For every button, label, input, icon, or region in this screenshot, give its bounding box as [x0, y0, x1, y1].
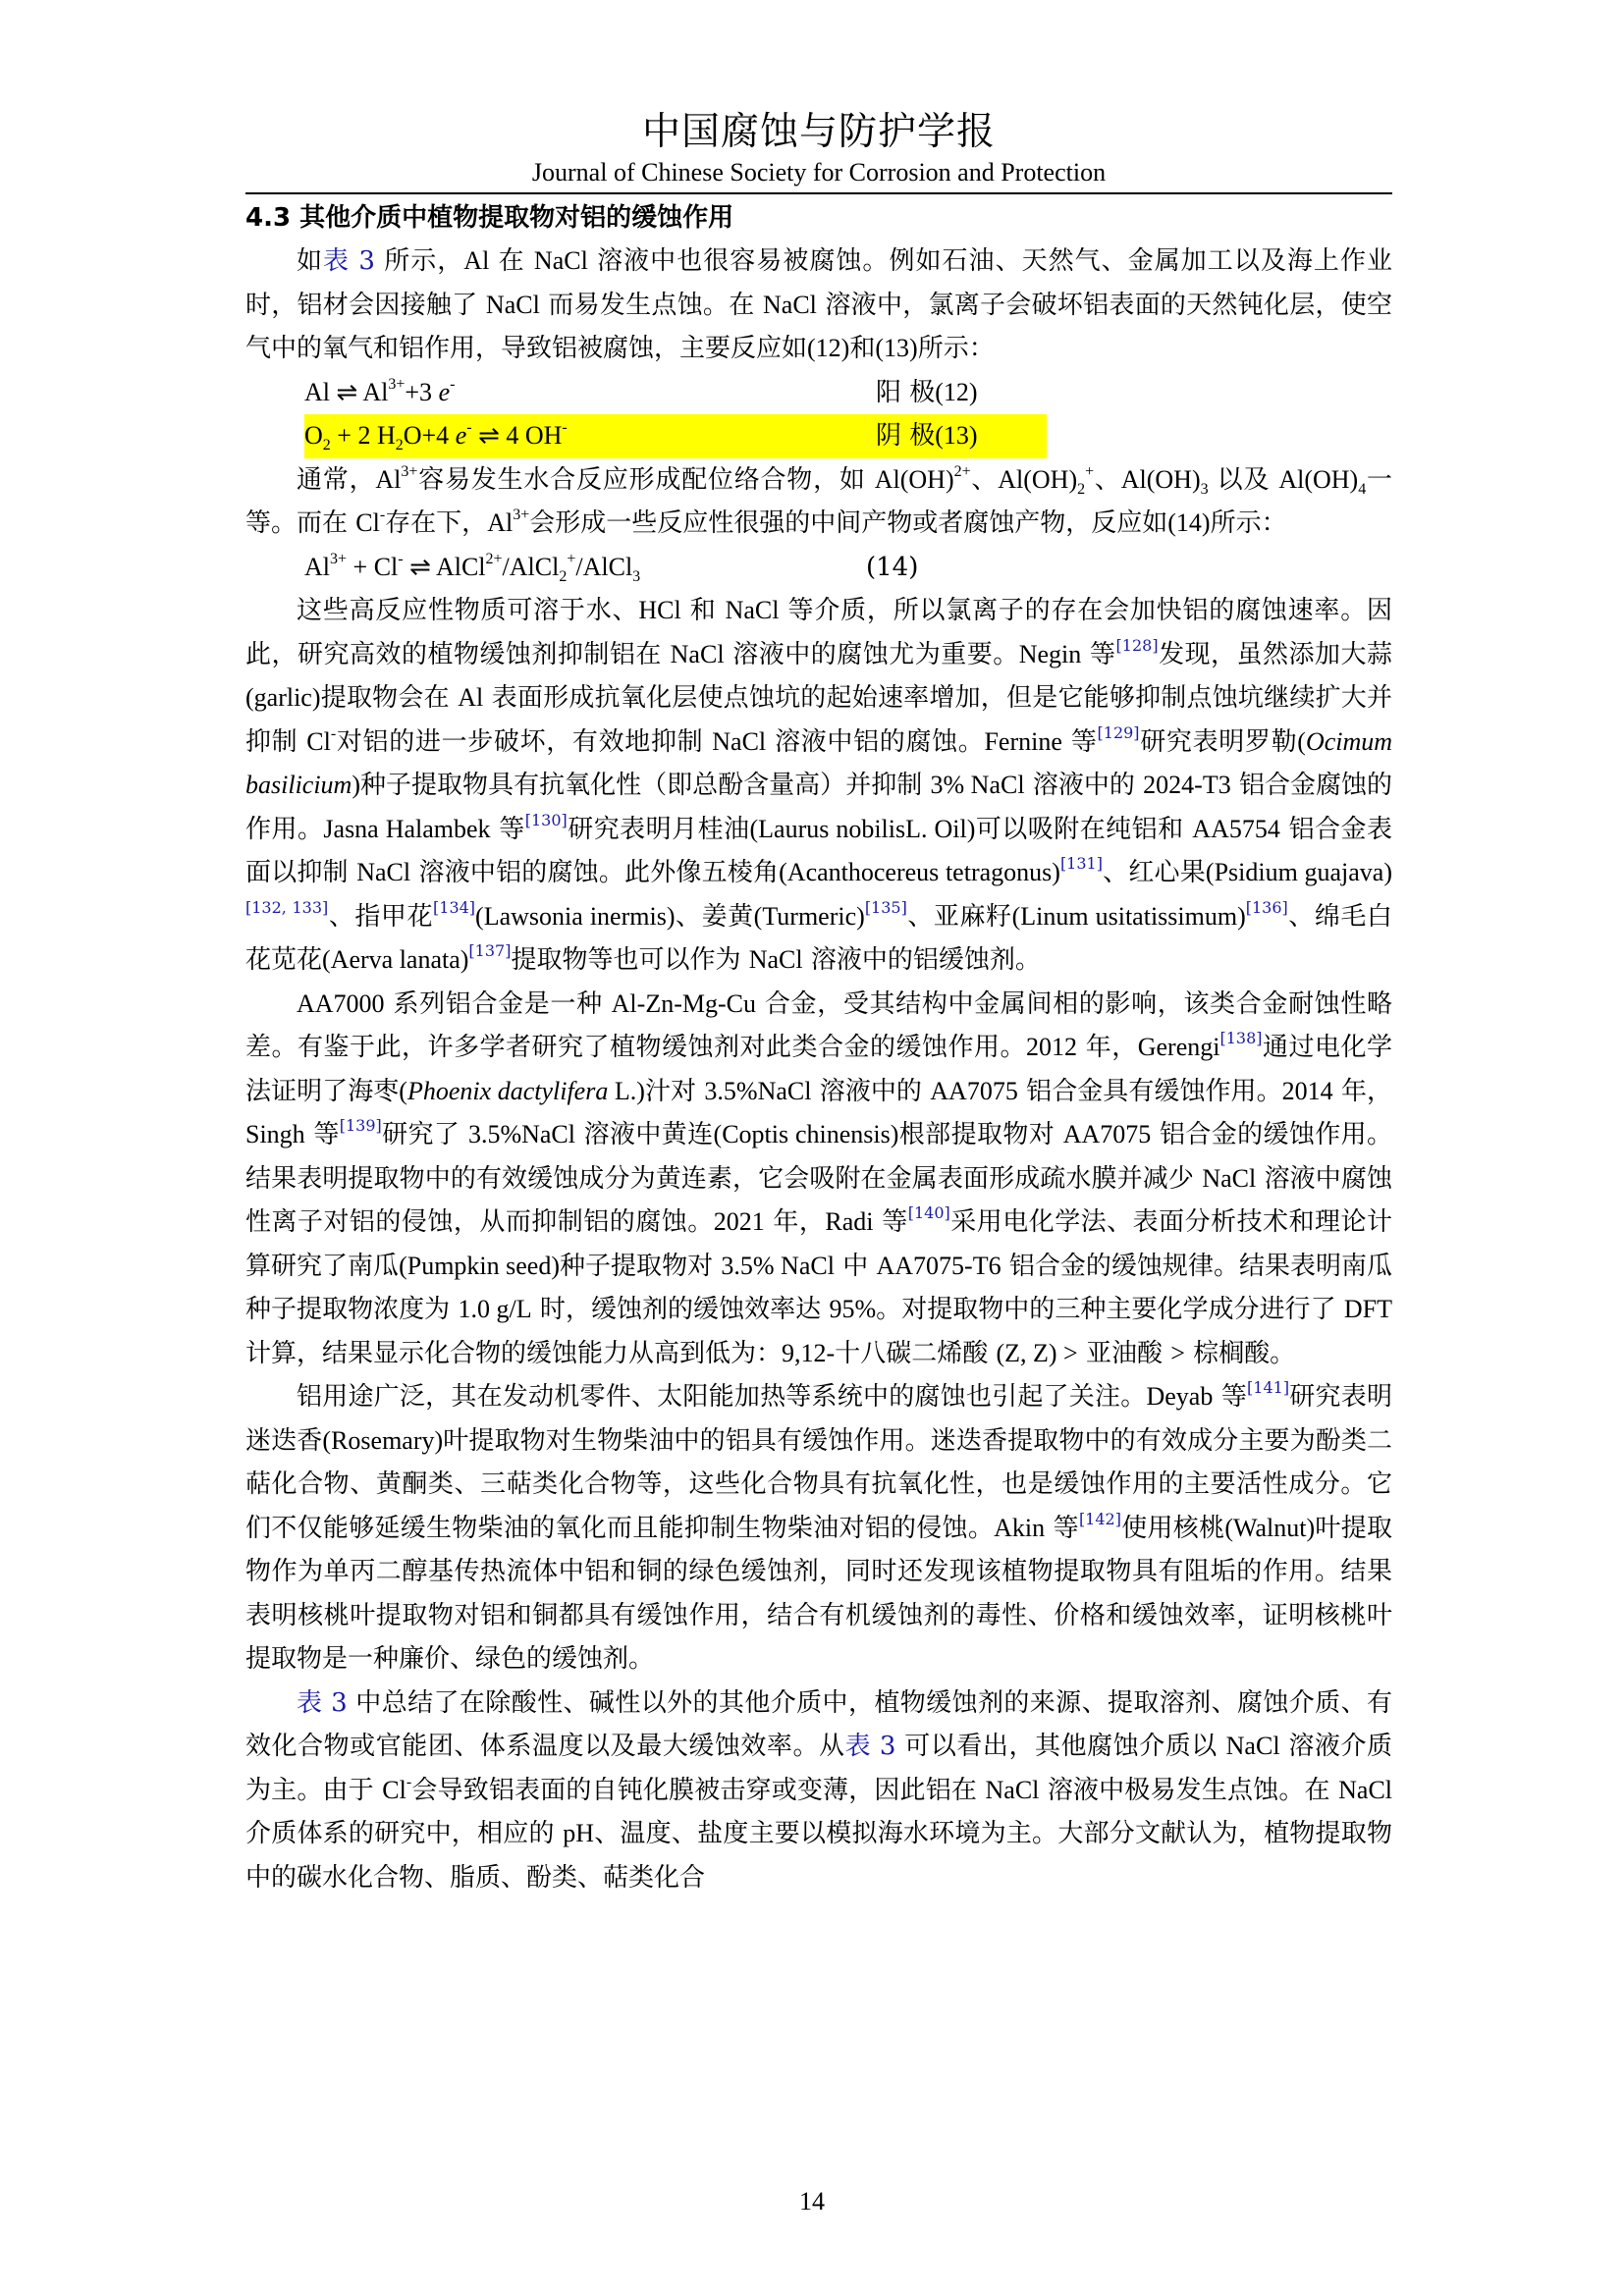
journal-title-en: Journal of Chinese Society for Corrosion and Protection: [531, 158, 1107, 187]
section-title: 4.3 其他介质中植物提取物对铝的缓蚀作用: [245, 203, 734, 233]
paragraph-5: 铝用途广泛，其在发动机零件、太阳能加热等系统中的腐蚀也引起了关注。Deyab 等[141]研究表明迷迭香(Rosemary)叶提取物对生物柴油中的铝具有缓蚀作用。迷迭香提取物中的有效成分主要为酚类二萜化合物、黄酮类、三萜类化合物等，这些化合物具有抗氧化性，也是缓蚀作用的主要活性成分。它们不仅能够延缓生物柴油的氧化而且能抑制生物柴油对铝的侵蚀。Akin 等[142]使用核桃(Walnut)叶提取物作为单丙二醇基传热流体中铝和铜的绿色缓蚀剂，同时还发现该植物提取物具有阻垢的作用。结果表明核桃叶提取物对铝和铜都具有缓蚀作用，结合有机缓蚀剂的毒性、价格和缓蚀效率，证明核桃叶提取物是一种廉价、绿色的缓蚀剂。: [245, 1378, 1392, 1674]
equation-14: $Al^{3+} + Cl^-$ ⇌ AlCl$^{2+}$/AlCl$_2$+/AlCl$_3$ (14): [304, 550, 919, 585]
header-rule: [245, 192, 1392, 194]
paragraph-6: 表 3 中总结了在除酸性、碱性以外的其他介质中，植物缓蚀剂的来源、提取溶剂、腐蚀介质、有效化合物或官能团、体系温度以及最大缓蚀效率。从表 3 可以看出，其他腐蚀介质以 NaCl 溶液介质为主。由于 Cl-会导致铝表面的自钝化膜被击穿或变薄，因此铝在 NaCl 溶液中极易发生点蚀。在 NaCl 介质体系的研究中，相应的 pH、温度、盐度主要以模拟海水环境为主。大部分文献认为，植物提取物中的碳水化合物、脂质、酚类、萜类化合: [245, 1687, 1393, 1893]
equation-12: Al ⇌ $Al^{3+}+3$ e- 阳 极(12): [304, 375, 978, 407]
page-content: [245, 108, 1392, 1899]
paragraph-4: AA7000 系列铝合金是一种 Al-Zn-Mg-Cu 合金，受其结构中金属间相的影响，该类合金耐蚀性略差。有鉴于此，许多学者研究了植物缓蚀剂对此类合金的缓蚀作用。2012 年，Gerengi[138]通过电化学法证明了海枣(Phoenix dactylifera L.)汁对 3.5%NaCl 溶液中的 AA7075 铝合金具有缓蚀作用。2014 年，Singh 等[139]研究了 3.5%NaCl 溶液中黄连(Coptis chinensis)根部提取物对 AA7075 铝合金的缓蚀作用。结果表明提取物中的有效缓蚀成分为黄连素，它会吸附在金属表面形成疏水膜并减少 NaCl 溶液中腐蚀性离子对铝的侵蚀，从而抑制铝的腐蚀。2021 年，Radi 等[140]采用电化学法、表面分析技术和理论计算研究了南瓜(Pumpkin seed)种子提取物对 3.5% NaCl 中 AA7075-T6 铝合金的缓蚀规律。结果表明南瓜种子提取物浓度为 1.0 g/L 时，缓蚀剂的缓蚀效率达 95%。对提取物中的三种主要化学成分进行了 DFT 计算，结果显示化合物的缓蚀能力从高到低为：9,12-十八碳二烯酸 (Z, Z) > 亚油酸 > 棕榈酸。: [245, 988, 1393, 1368]
page-number: 14: [799, 2187, 825, 2216]
paragraph-1: 如表 3 所示，Al 在 NaCl 溶液中也很容易被腐蚀。例如石油、天然气、金属加工以及海上作业时，铝材会因接触了 NaCl 而易发生点蚀。在 NaCl 溶液中，氯离子会破坏铝表面的天然钝化层，使空气中的氧气和铝作用，导致铝被腐蚀，主要反应如(12)和(13)所示：: [245, 246, 1392, 363]
equation-13: $O_2 + 2$ $H_2O+4$ e- ⇌ 4 OH- 阴 极(13): [245, 414, 1392, 458]
paragraph-2: 通常，$Al^{3+}$容易发生水合反应形成配位络合物，如 Al(OH)$^{2+}$、$Al(OH)_2^+$、$Al(OH)_3$ 以及 $Al(OH)_4$一等。而在 Cl-存在下，$Al^{3+}$会形成一些反应性很强的中间产物或者腐蚀产物，反应如(14)所示：: [245, 462, 1392, 538]
paragraph-3: 这些高反应性物质可溶于水、HCl 和 NaCl 等介质，所以氯离子的存在会加快铝的腐蚀速率。因此，研究高效的植物缓蚀剂抑制铝在 NaCl 溶液中的腐蚀尤为重要。Negin 等[128]发现，虽然添加大蒜(garlic)提取物会在 Al 表面形成抗氧化层使点蚀坑的起始速率增加，但是它能够抑制点蚀坑继续扩大并抑制 Cl-对铝的进一步破坏，有效地抑制 NaCl 溶液中铝的腐蚀。Fernine 等[129]研究表明罗勒(Ocimum basilicium)种子提取物具有抗氧化性（即总酚含量高）并抑制 3% NaCl 溶液中的 2024-T3 铝合金腐蚀的作用。Jasna Halambek 等[130]研究表明月桂油(Laurus nobilisL. Oil)可以吸附在纯铝和 AA5754 铝合金表面以抑制 NaCl 溶液中铝的腐蚀。此外像五棱角(Acanthocereus tetragonus)[131]、红心果(Psidium guajava)[132, 133]、指甲花[134](Lawsonia inermis)、姜黄(Turmeric)[135]、亚麻籽(Linum usitatissimum)[136]、绵毛白花苋花(Aerva lanata)[137]提取物等也可以作为 NaCl 溶液中的铝缓蚀剂。: [245, 596, 1393, 975]
journal-title-cn: 中国腐蚀与防护学报: [641, 110, 996, 154]
